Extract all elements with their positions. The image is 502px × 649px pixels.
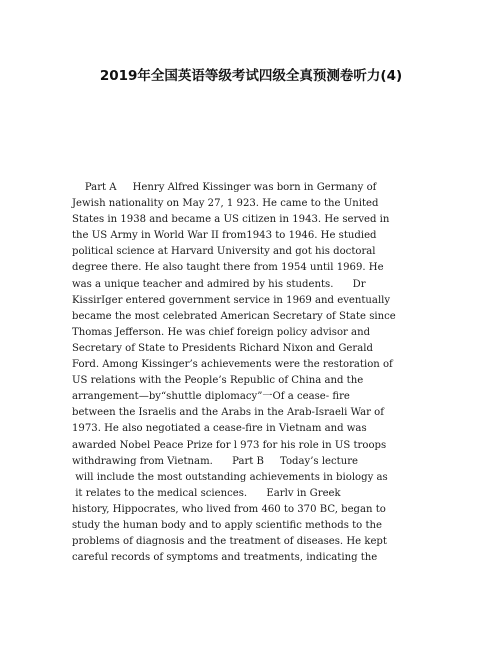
text-line: political science at Harvard University and got his doctoral — [72, 246, 376, 258]
text-line: US relations with the People’s Republic of China and the — [72, 375, 364, 387]
text-line: Ford. Among Kissinger’s achievements were the restoration of — [72, 359, 393, 371]
text-line: Secretary of State to Presidents Richard Nixon and Gerald — [72, 342, 373, 354]
text-line: Jewish nationality on May 27, 1 923. He came to the United — [72, 198, 379, 210]
text-line: withdrawing from Vietnam. Part B Today’s lecture — [72, 455, 359, 467]
text-line: became the most celebrated American Secretary of State since — [72, 310, 396, 322]
page-title: 2019年全国英语等级考试四级全真预测卷听力(4) — [99, 68, 403, 84]
text-line: between the Israelis and the Arabs in the Arab-Israeli War of — [72, 407, 384, 419]
text-line: was a unique teacher and admired by his students. Dr — [72, 278, 366, 290]
text-line: will include the most outstanding achievements in biology as — [72, 471, 388, 483]
text-line: KissirIger entered government service in 1969 and eventually — [72, 294, 391, 306]
body-text — [72, 180, 442, 566]
text-line: Thomas Jefferson. He was chief foreign policy advisor and — [72, 326, 371, 338]
text-line: it relates to the medical sciences. Earlv in Greek — [72, 487, 341, 499]
text-line: problems of diagnosis and the treatment of diseases. He kept — [72, 536, 387, 548]
text-line: degree there. He also taught there from 1954 until 1969. He — [72, 262, 384, 274]
text-line: the US Army in World War II from1943 to 1946. He studied — [72, 230, 377, 242]
text-line: careful records of symptoms and treatments, indicating the — [72, 552, 378, 564]
text-line: study the human body and to apply scientific methods to the — [72, 519, 382, 531]
text-line: history, Hippocrates, who lived from 460 to 370 BC, began to — [72, 503, 386, 515]
text-line: arrangement—by“shuttle diplomacy”一Of a cease- fire — [72, 391, 350, 403]
text-line: Part A Henry Alfred Kissinger was born in Germany of — [72, 182, 377, 193]
text-line: 1973. He also negotiated a cease-fire in Vietnam and was — [72, 423, 367, 435]
text-line: States in 1938 and became a US citizen in 1943. He served in — [72, 214, 390, 226]
text-line: awarded Nobel Peace Prize for l 973 for his role in US troops — [72, 439, 387, 451]
